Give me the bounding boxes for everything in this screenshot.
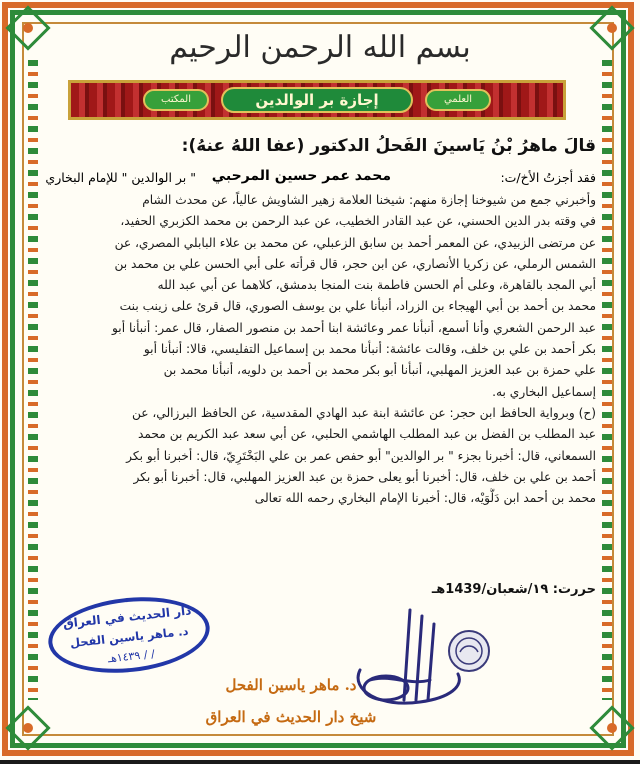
certificate-body: [40, 168, 596, 509]
body-line: عن مرتضى الزبيدي، عن المعمر أحمد بن سابق الزعبلي، عن محمد بن علاء البابلي المصري، عن: [114, 235, 596, 250]
seal-line-2: د. ماهر ياسين الفحل: [69, 623, 190, 651]
seal-line-3: / / ١٤٣٩هـ: [107, 647, 156, 666]
body-line: إسماعيل البخاري به.: [492, 384, 596, 399]
book-reference: " بر الوالدين " للإمام البخاري: [45, 170, 196, 185]
body-line: بكر أحمد بن علي بن خلف، وقالت عائشة: أنبأنا محمد بن إسماعيل التفليسي، قالا: أنبأنا أبو: [143, 342, 596, 357]
body-line: وأخبرني جمع من شيوخنا إجازة منهم: شيخنا العلامة زهير الشاويش عالياً، عن محدث الشام: [142, 193, 596, 207]
body-line: عبد الرحمن الشعري وأنا أسمع، أنبأنا عمر وعائشة ابنا أحمد بن منصور الصفار، قال عمر: أنبأنا أبو: [112, 320, 596, 335]
basmala: بسم الله الرحمن الرحيم: [169, 30, 471, 65]
body-line: أحمد بن علي بن خلف، قال: أخبرنا أبو يعلى حمزة بن عبد العزيز المهلبي، قال: أخبرنا أبو بكر: [133, 469, 596, 484]
grant-row: [40, 168, 596, 190]
side-ornament: [28, 60, 38, 700]
grantee-name: محمد عمر حسين المرحبي: [211, 168, 391, 184]
body-line: علي حمزة بن عبد العزيز المهلبي، أنبأنا أبو بكر محمد بن أحمد بن دلويه، أنبأنا محمد بن: [163, 363, 596, 378]
banner-tag-right: العلمي: [425, 89, 491, 111]
round-seal-icon: [446, 628, 492, 674]
banner-tag-left: المكتب: [143, 89, 209, 111]
body-line: عبد المطلب بن الفضل بن عبد المطلب الهاشمي الحلبي، عن أبي سعد عبد الكريم بن محمد: [137, 427, 596, 442]
body-line: الشمس الرملي، عن زكريا الأنصاري، عن ابن حجر، قال قرأته على أبي الحسن علي بن محمد بن: [114, 256, 596, 271]
body-line: في وقته بدر الدين الحسني، عن عبد القادر الخطيب، عن عبد الرحمن بن محمد الكزبري الحفيد،: [120, 214, 596, 229]
signer-name: د. ماهر ياسين الفحل: [225, 676, 357, 694]
certificate-heading: قالَ ماهرُ بْنُ يَاسينَ الفَحلُ الدكتور (عفا اللهُ عنهُ):: [181, 136, 596, 156]
grant-label: فقد أجزتُ الأخ/ت:: [500, 170, 596, 185]
banner-title: إجازة بر الوالدين: [221, 87, 413, 113]
corner-ornament-icon: [590, 706, 634, 750]
seal-line-1: دار الحديث في العراق: [62, 603, 192, 631]
body-line: أبي المجد بالقاهرة، وعلى أم الحسن فاطمة بنت المنجا بدمشق، كلاهما عن أبي عبد الله: [157, 278, 596, 293]
body-line: محمد بن أحمد بن أبي الهيجاء بن الزراد، أنبأنا علي بن يوسف الصوري، قال قرئ على زينب بنت: [119, 299, 596, 314]
side-ornament: [602, 60, 612, 700]
corner-ornament-icon: [6, 706, 50, 750]
body-line: محمد بن أحمد ابن دَلُّوَيْه، قال: أخبرنا الإمام البخاري رحمه الله تعالى: [254, 491, 596, 506]
issue-date: حررت: ١٩/شعبان/1439هـ: [431, 582, 596, 597]
body-line: السمعاني، قال: أخبرنا بجزء " بر الوالدين" أبو حفص عمر بن علي البَخْتَرِيّ، قال: أخبرنا أبو بكر: [126, 448, 596, 463]
signer-title: شيخ دار الحديث في العراق: [205, 708, 377, 726]
body-line: (ح) وبرواية الحافظ ابن حجر: عن عائشة ابنة عبد الهادي المقدسية، عن الحافظ البرزالي، عن: [131, 405, 596, 420]
title-banner: [68, 80, 566, 120]
